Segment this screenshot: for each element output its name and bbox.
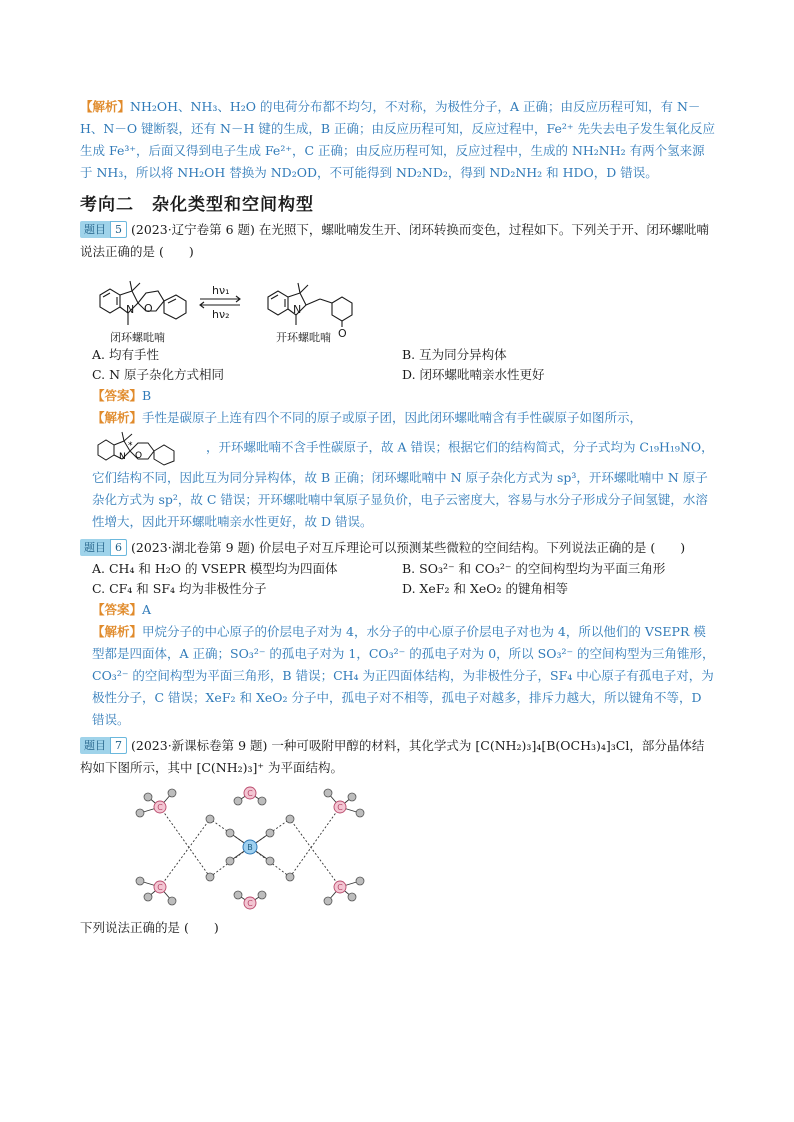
- atom-b-label: B: [247, 843, 253, 852]
- svg-text:N: N: [293, 303, 302, 316]
- svg-text:O: O: [338, 327, 347, 340]
- question-5-analysis: [80, 407, 716, 533]
- question-6-analysis: [80, 621, 716, 731]
- open-form-label: 开环螺吡喃: [276, 331, 331, 344]
- atom-c-label: C: [337, 803, 343, 812]
- question-badge: 题目: [80, 221, 110, 238]
- question-7-tail: 下列说法正确的是 ( ): [80, 920, 219, 935]
- question-badge: 题目: [80, 539, 110, 556]
- question-number: 5: [110, 221, 127, 238]
- question-6-stem: [80, 537, 716, 559]
- answer-tag: 【答案】: [92, 602, 143, 617]
- svg-text:O: O: [144, 302, 153, 315]
- option-d[interactable]: D. 闭环螺吡喃亲水性更好: [402, 367, 545, 382]
- atom-c-label: C: [157, 883, 163, 892]
- option-b[interactable]: B. 互为同分异构体: [402, 347, 507, 362]
- question-number: 6: [110, 539, 127, 556]
- analysis-text: 手性是碳原子上连有四个不同的原子或原子团，因此闭环螺吡喃含有手性碳原子如图所示，: [142, 410, 643, 425]
- arrow-bottom-label: hν₂: [212, 308, 230, 321]
- analysis-text: 甲烷分子的中心原子的价层电子对为 4，水分子的中心原子价层电子对也为 4，所以他们的 VSEPR 模型都是四面体，A 正确；SO₃²⁻ 的孤电子对为 1，CO₃²⁻ 的孤电子对为 0，所以 SO₃²⁻ 的空间构型为三角锥形，CO₃²⁻ 的空间构型为平面三角形，B 错误；CH₄ 为正四面体结构，为非极性分子，SF₄ 中心原子有孤电子对，为极性分子，C 错误；XeF₂ 和 XeO₂ 分子中，孤电子对不相等，孤电子对越多，排斥力越大，所以键角不等，D 错误。: [92, 624, 715, 727]
- analysis-text: NH₂OH、NH₃、H₂O 的电荷分布都不均匀，不对称，为极性分子，A 正确；由反应历程可知，有 N－H、N－O 键断裂，还有 N－H 键的生成，B 正确；由反应历程可知，反应过程中，Fe²⁺ 先失去电子发生氧化反应生成 Fe³⁺，后面又得到电子生成 Fe²⁺，C 正确；由反应历程可知，反应过程中，生成的 NH₂NH₂ 有两个氢来源于 NH₃，所以将 NH₂OH 替换为 ND₂OD，不可能得到 ND₂ND₂，得到 ND₂NH₂ 和 HDO，D 错误。: [80, 99, 715, 180]
- option-a[interactable]: A. CH₄ 和 H₂O 的 VSEPR 模型均为四面体: [92, 561, 338, 576]
- atom-c-label: C: [247, 789, 253, 798]
- question-7-stem: [80, 735, 716, 779]
- closed-form-label: 闭环螺吡喃: [110, 331, 165, 344]
- section-title: 考向二 杂化类型和空间构型: [80, 195, 314, 215]
- question-text: (2023·新课标卷第 9 题) 一种可吸附甲醇的材料，其化学式为 [C(NH₂)₃]₄[B(OCH₃)₄]₃Cl，部分晶体结构如下图所示，其中 [C(NH₂)₃]⁺ 为平面结构。: [80, 738, 705, 775]
- svg-text:N: N: [126, 303, 135, 316]
- page-content: [80, 96, 716, 939]
- option-c[interactable]: C. CF₄ 和 SF₄ 均为非极性分子: [92, 581, 267, 596]
- analysis-tag: 【解析】: [80, 99, 131, 114]
- option-b[interactable]: B. SO₃²⁻ 和 CO₃²⁻ 的空间构型均为平面三角形: [402, 561, 666, 576]
- question-badge: 题目: [80, 737, 110, 754]
- question-6-options: [80, 559, 716, 599]
- svg-text:*: *: [128, 441, 133, 451]
- question-6-answer: [80, 599, 716, 621]
- arrow-top-label: hν₁: [212, 284, 230, 297]
- top-analysis: [80, 96, 716, 184]
- atom-c-label: C: [337, 883, 343, 892]
- atom-c-label: C: [157, 803, 163, 812]
- analysis-tag: 【解析】: [92, 624, 143, 639]
- question-5-answer: [80, 385, 716, 407]
- analysis-text-cont: ，开环螺吡喃不含手性碳原子，故 A 错误；根据它们的结构简式，分子式均为 C₁₉H₁₉NO，它们结构不同，因此互为同分异构体，故 B 正确；闭环螺吡喃中 N 原子杂化方式为 sp³，开环螺吡喃中 N 原子杂化方式为 sp²，故 C 错误；开环螺吡喃中氧原子显负价，电子云密度大，容易与水分子形成分子间氢键，水溶性增大，因此开环螺吡喃亲水性更好，故 D 错误。: [92, 439, 714, 529]
- option-d[interactable]: D. XeF₂ 和 XeO₂ 的键角相等: [402, 581, 568, 596]
- atom-c-label: C: [247, 899, 253, 908]
- analysis-tag: 【解析】: [92, 410, 143, 425]
- question-5-stem: [80, 219, 716, 263]
- option-a[interactable]: A. 均有手性: [92, 347, 159, 362]
- question-text: (2023·湖北卷第 9 题) 价层电子对互斥理论可以预测某些微粒的空间结构。下列说法正确的是 ( ): [131, 540, 686, 555]
- option-c[interactable]: C. N 原子杂化方式相同: [92, 367, 224, 382]
- question-number: 7: [110, 737, 127, 754]
- answer-value: A: [142, 602, 152, 617]
- answer-value: B: [142, 388, 152, 403]
- spiropyran-reaction-figure: [80, 263, 380, 345]
- chiral-carbon-figure: [92, 429, 202, 467]
- answer-tag: 【答案】: [92, 388, 143, 403]
- question-5-options: [80, 345, 716, 385]
- question-text: (2023·辽宁卷第 6 题) 在光照下，螺吡喃发生开、闭环转换而变色，过程如下。下列关于开、闭环螺吡喃说法正确的是 ( ): [80, 222, 709, 259]
- svg-text:O: O: [135, 451, 143, 461]
- svg-text:N: N: [119, 452, 126, 462]
- crystal-structure-figure: [100, 779, 400, 917]
